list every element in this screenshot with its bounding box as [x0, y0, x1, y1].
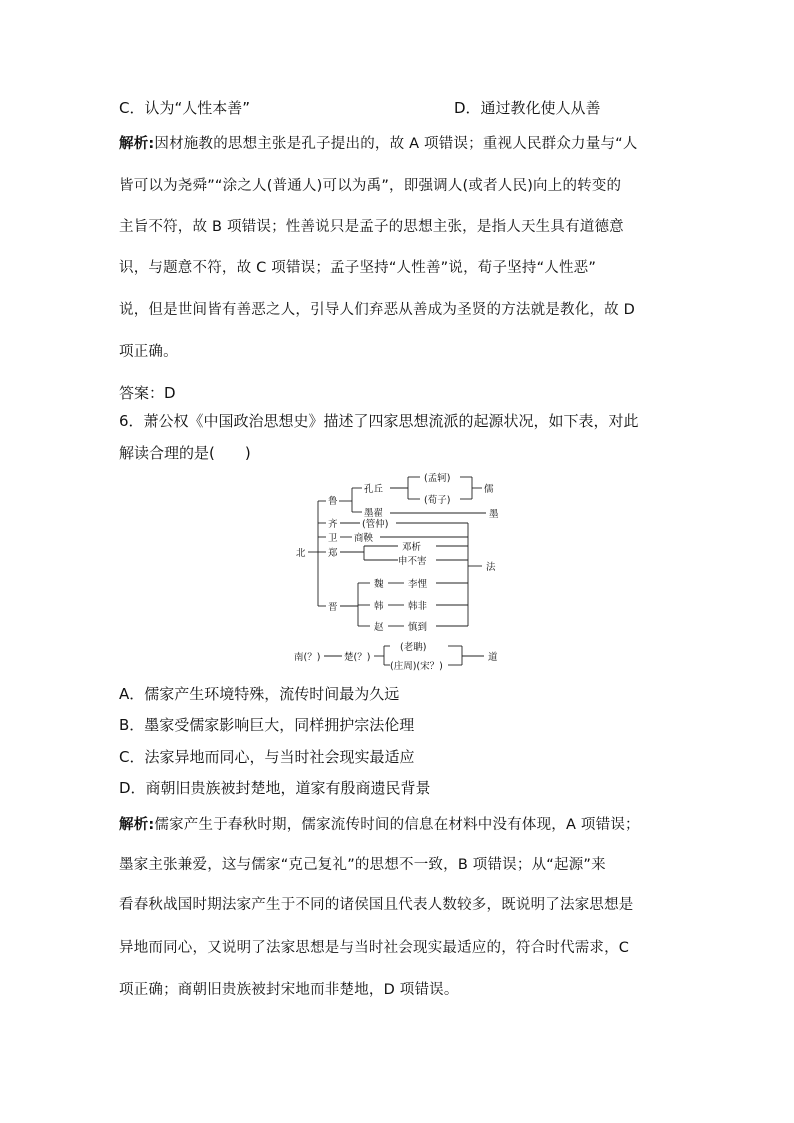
diagram-label: 南(？)	[294, 652, 321, 663]
diagram-label: 魏	[374, 579, 384, 590]
diagram-label: 商鞅	[354, 533, 374, 544]
diagram-label: 申不害	[398, 556, 427, 567]
diagram-label: 鲁	[328, 496, 338, 507]
diagram-label: 韩	[374, 601, 384, 612]
diagram-label: 道	[488, 652, 498, 663]
diagram-label: 赵	[374, 622, 384, 633]
analysis-line: 墨家主张兼爱，这与儒家“克己复礼”的思想不一致，B 项错误；从“起源”来	[119, 857, 606, 873]
diagram-label: 慎到	[408, 622, 428, 633]
option-c: C．认为“人性本善”	[119, 99, 251, 117]
analysis-line: 识，与题意不符，故 C 项错误；孟子坚持“人性善”说，荀子坚持“人性恶”	[119, 260, 597, 276]
analysis-line: 看春秋战国时期法家产生于不同的诸侯国且代表人数较多，既说明了法家思想是	[119, 897, 634, 913]
analysis-line: 项正确；商朝旧贵族被封宋地而非楚地，D 项错误。	[119, 982, 459, 998]
analysis-line	[119, 813, 640, 834]
diagram-label: 孔丘	[364, 484, 384, 495]
diagram-label: 郑	[328, 548, 338, 559]
diagram-label: 楚(？)	[344, 652, 371, 663]
option-d: D．通过教化使人从善	[454, 99, 601, 117]
diagram-label: 墨	[489, 509, 499, 520]
analysis-text: 儒家产生于春秋时期，儒家流传时间的信息在材料中没有体现，A 项错误；	[154, 817, 640, 833]
diagram-label: (荀子)	[424, 495, 451, 506]
diagram-label: (庄周)(宋？)	[390, 661, 443, 672]
diagram-label: 法	[486, 562, 496, 573]
analysis-line: 说，但是世间皆有善恶之人，引导人们弃恶从善成为圣贤的方法就是教化，故 D	[119, 302, 635, 318]
analysis-line: 皆可以为尧舜”“涂之人(普通人)可以为禹”，即强调人(或者人民)向上的转变的	[119, 178, 622, 194]
schools-origin-diagram	[290, 466, 510, 674]
analysis-line	[119, 132, 638, 153]
analysis-label: 解析:	[119, 817, 155, 833]
option-c: C．法家异地而同心，与当时社会现实最适应	[119, 748, 415, 766]
analysis-label: 解析:	[119, 136, 155, 152]
analysis-line: 主旨不符，故 B 项错误；性善说只是孟子的思想主张，是指人天生具有道德意	[119, 219, 624, 235]
question-stem: 6．萧公权《中国政治思想史》描述了四家思想流派的起源状况，如下表，对此	[119, 412, 639, 430]
option-a: A．儒家产生环境特殊，流传时间最为久远	[119, 685, 400, 703]
diagram-label: 墨翟	[364, 508, 384, 519]
diagram-label: 李悝	[408, 579, 428, 590]
diagram-label: 齐	[328, 519, 338, 530]
diagram-label: 邓析	[402, 542, 422, 553]
diagram-label: 北	[296, 548, 306, 559]
option-d: D．商朝旧贵族被封楚地，道家有殷商遗民背景	[119, 779, 431, 797]
analysis-text: 因材施教的思想主张是孔子提出的，故 A 项错误；重视人民群众力量与“人	[154, 136, 638, 152]
diagram-label: (管仲)	[362, 519, 389, 530]
diagram-label: (老聃)	[400, 642, 427, 653]
analysis-line: 项正确。	[119, 344, 178, 360]
diagram-label: 晋	[328, 602, 338, 613]
diagram-label: 韩非	[408, 601, 428, 612]
analysis-line: 异地而同心，又说明了法家思想是与当时社会现实最适应的，符合时代需求，C	[119, 940, 630, 956]
diagram-label: (孟轲)	[424, 473, 451, 484]
option-b: B．墨家受儒家影响巨大，同样拥护宗法伦理	[119, 716, 415, 734]
answer: 答案：D	[119, 384, 176, 402]
question-stem: 解读合理的是( )	[119, 444, 251, 462]
diagram-label: 儒	[484, 484, 494, 495]
diagram-label: 卫	[328, 533, 338, 544]
